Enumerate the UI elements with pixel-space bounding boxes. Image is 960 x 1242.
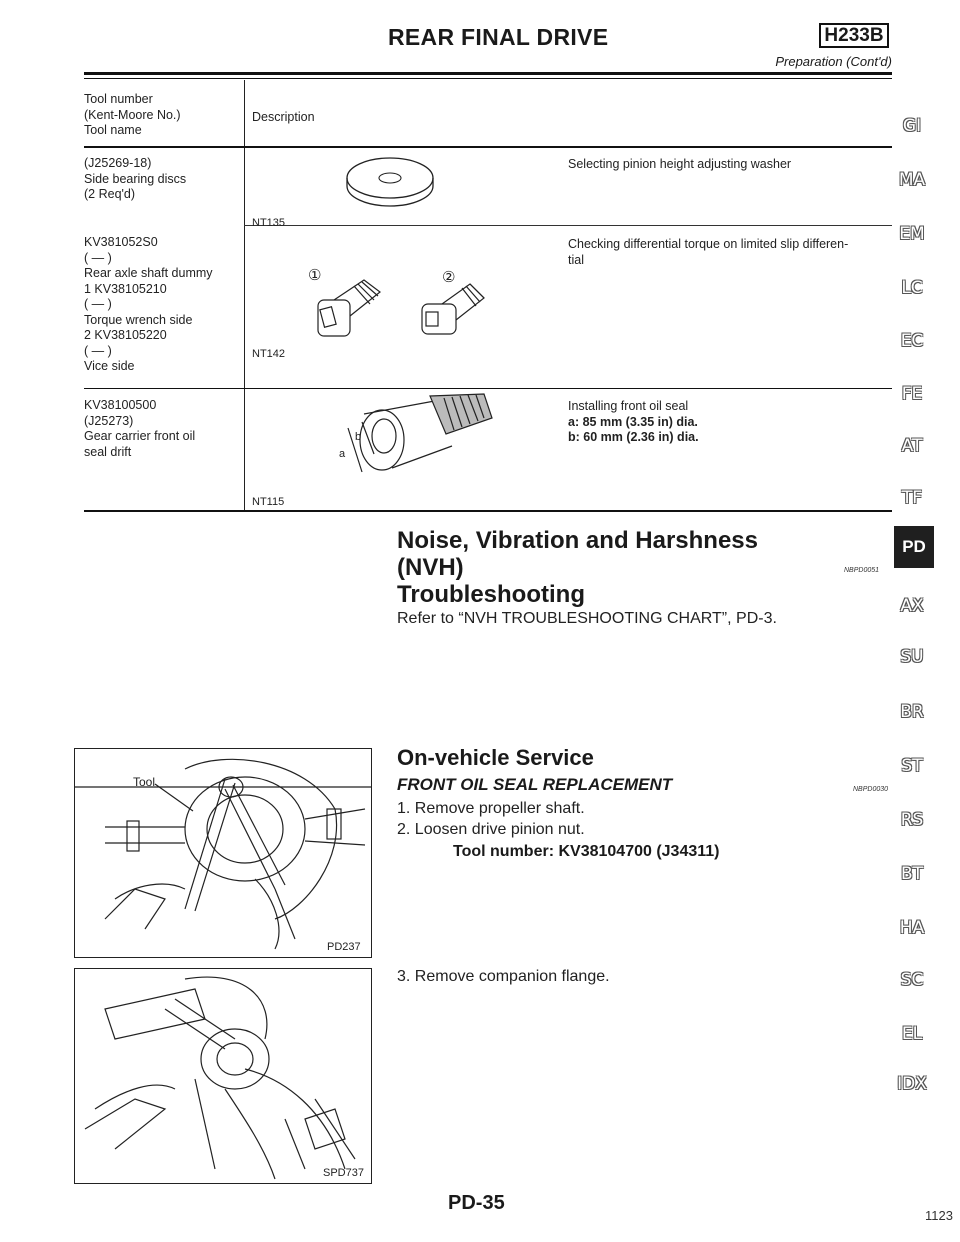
side-tab-pd[interactable]: PD <box>894 526 934 568</box>
side-tab-ec[interactable]: EC <box>900 331 924 351</box>
figure-pd237 <box>74 748 372 958</box>
side-tab-gi[interactable]: GI <box>902 116 922 136</box>
side-tab-rs[interactable]: RS <box>900 810 924 830</box>
side-tab-st[interactable]: ST <box>901 756 923 776</box>
callout-2: ② <box>442 269 456 286</box>
nvh-text: Refer to “NVH TROUBLESHOOTING CHART”, PD-3. <box>397 610 777 627</box>
figure-code: NT135 <box>252 217 286 229</box>
side-tab-ax[interactable]: AX <box>900 596 924 616</box>
table-row-2-description: Checking differential torque on limited slip differen- tial <box>568 237 849 267</box>
side-tab-bt[interactable]: BT <box>900 864 924 884</box>
companion-flange-removal-illustration <box>75 969 371 1183</box>
onvehicle-heading: On-vehicle Service <box>397 745 594 770</box>
page-title: REAR FINAL DRIVE <box>388 24 609 50</box>
figure-spd737 <box>74 968 372 1184</box>
side-tab-ma[interactable]: MA <box>898 170 926 190</box>
header-rule-thin <box>84 78 892 79</box>
nvh-heading-line-1: Noise, Vibration and Harshness (NVH) <box>397 527 758 581</box>
onvehicle-section <box>397 744 857 861</box>
callout-1: ① <box>308 267 322 284</box>
tool-label: Tool <box>133 775 156 789</box>
header-rule <box>84 72 892 75</box>
nvh-heading-line-2: Troubleshooting <box>397 581 585 608</box>
model-badge: H233B <box>819 23 889 48</box>
onvehicle-code: NBPD0030 <box>853 786 889 793</box>
table-row-1-description: Selecting pinion height adjusting washer <box>568 157 792 171</box>
side-tab-ha[interactable]: HA <box>899 918 925 938</box>
onvehicle-subheading: FRONT OIL SEAL REPLACEMENT <box>397 775 673 794</box>
step-1: 1. Remove propeller shaft. <box>397 800 585 817</box>
page-code: PD-35 <box>448 1192 505 1214</box>
page-number: 1123 <box>925 1208 953 1223</box>
side-tab-sc[interactable]: SC <box>900 970 924 990</box>
side-tab-em[interactable]: EM <box>899 224 925 244</box>
page-subtitle: Preparation (Cont'd) <box>775 54 892 69</box>
side-tab-fe[interactable]: FE <box>901 384 923 404</box>
side-tab-br[interactable]: BR <box>900 702 924 722</box>
side-tab-idx[interactable]: IDX <box>897 1074 927 1094</box>
figure-code: NT115 <box>252 496 285 508</box>
table-row-3-tool: KV38100500 (J25273) Gear carrier front oil seal drift <box>84 398 196 459</box>
nvh-code: NBPD0051 <box>844 567 880 574</box>
figure-code: PD237 <box>327 941 361 953</box>
callout-a: a <box>339 448 346 460</box>
step-3: 3. Remove companion flange. <box>397 968 610 985</box>
side-tab-tf[interactable]: TF <box>901 488 923 508</box>
side-tab-lc[interactable]: LC <box>901 278 923 298</box>
table-row-3-description: Installing front oil seal a: 85 mm (3.35 in) dia. b: 60 mm (2.36 in) dia. <box>568 399 699 444</box>
table-header-tool: Tool number (Kent-Moore No.) Tool name <box>84 92 181 137</box>
pinion-nut-illustration <box>75 749 371 957</box>
figure-code: SPD737 <box>323 1167 364 1179</box>
table-header-description: Description <box>252 110 315 124</box>
tool-note: Tool number: KV38104700 (J34311) <box>453 843 720 860</box>
side-tab-at[interactable]: AT <box>901 436 923 456</box>
side-tab-su[interactable]: SU <box>900 647 924 667</box>
table-row-2-tool: KV381052S0 ( — ) Rear axle shaft dummy 1 KV38105210 ( — ) Torque wrench side 2 KV38105220 ( — ) Vice side <box>84 235 213 373</box>
callout-b: b <box>355 431 362 443</box>
tool-table <box>84 80 892 512</box>
shaft-dummy-illustration <box>294 266 514 350</box>
step-2: 2. Loosen drive pinion nut. <box>397 821 585 838</box>
figure-code: NT142 <box>252 348 286 360</box>
nvh-section <box>397 527 817 628</box>
side-bearing-disc-illustration <box>342 154 438 210</box>
table-row-1-tool: (J25269-18) Side bearing discs (2 Req'd) <box>84 156 187 201</box>
side-tab-el[interactable]: EL <box>901 1024 923 1044</box>
